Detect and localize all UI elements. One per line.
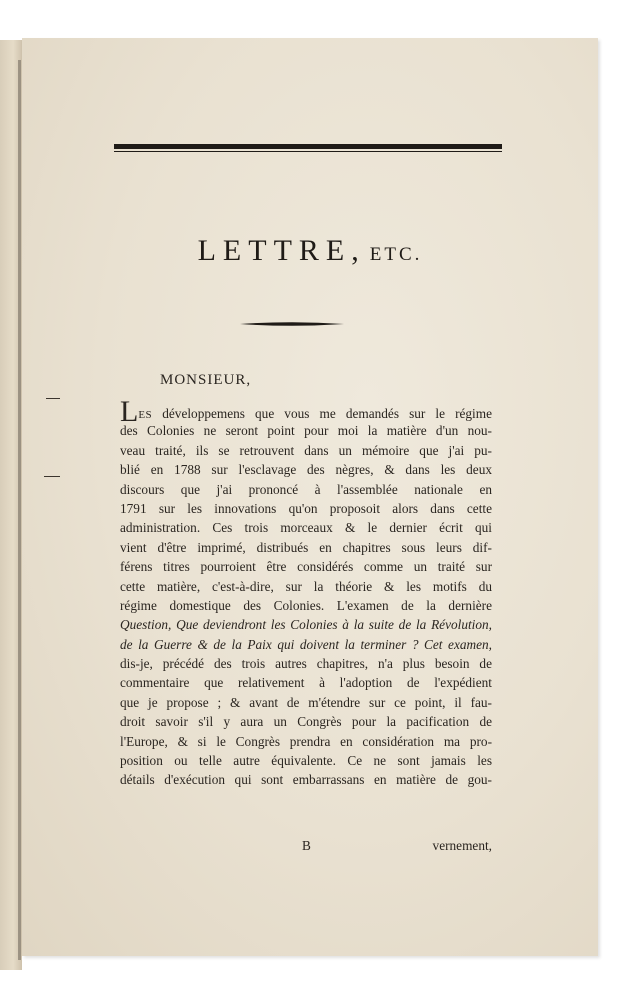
text-line: droit savoir s'il y aura un Congrès pour la pacification de <box>120 714 492 730</box>
signature-mark: B <box>302 838 311 853</box>
binding-shadow <box>18 60 21 960</box>
text-line: régime domestique des Colonies. L'examen de la dernière <box>120 597 492 613</box>
book-page <box>22 38 598 956</box>
title-etc: ETC. <box>369 244 423 265</box>
first-word-smallcaps: ES <box>138 409 153 421</box>
text-line: commentaire que relativement à l'adoption de l'expédient <box>120 675 492 691</box>
text-line: position ou telle autre équivalente. Ce ne sont jamais les <box>120 753 492 769</box>
catchword: vernement, <box>432 838 492 853</box>
text-line-italic: de la Guerre & de la Paix qui doivent la terminer ? Cet examen, <box>120 636 492 652</box>
text-line: détails d'exécution qui sont embarrassans en matière de gou- <box>120 772 492 788</box>
text-line <box>120 395 492 428</box>
page-title <box>22 234 598 268</box>
salutation: MONSIEUR, <box>160 372 252 388</box>
text-line: 1791 sur les innovations qu'on proposoit alors dans cette <box>120 500 492 516</box>
drop-capital: L <box>120 395 139 428</box>
text-line-italic: Question, Que deviendront les Colonies à la suite de la Révolution, <box>120 617 492 633</box>
title-main: LETTRE, <box>197 234 366 267</box>
letter-body <box>120 395 492 790</box>
text-line: que je propose ; & avant de m'étendre sur ce point, il fau- <box>120 694 492 710</box>
margin-dash-mark <box>44 476 60 477</box>
swelled-rule-ornament <box>240 320 344 328</box>
text-line: férens titres pourroient être considérés comme un traité sur <box>120 559 492 575</box>
margin-dash-mark <box>46 398 60 399</box>
text-line: des Colonies ne seront point pour moi la matière d'un nou- <box>120 423 492 439</box>
text-line: administration. Ces trois morceaux & le dernier écrit qui <box>120 520 492 536</box>
text-line: cette matière, c'est-à-dire, sur la théorie & les motifs du <box>120 578 492 594</box>
text-line: l'Europe, & si le Congrès prendra en considération ma pro- <box>120 733 492 749</box>
text-line: vient d'être imprimé, distribués en chapitres sous leurs dif- <box>120 539 492 555</box>
text-line: veau traité, ils se retrouvent dans un mémoire que j'ai pu- <box>120 442 492 458</box>
text-line: discours que j'ai prononcé à l'assemblée nationale en <box>120 481 492 497</box>
text-line: blié en 1788 sur l'esclavage des nègres, & dans les deux <box>120 462 492 478</box>
line-text: développemens que vous me demandés sur le régime <box>152 406 492 421</box>
page-footer <box>120 838 492 858</box>
header-double-rule <box>114 144 502 154</box>
text-line: dis-je, précédé des trois autres chapitres, n'a plus besoin de <box>120 656 492 672</box>
